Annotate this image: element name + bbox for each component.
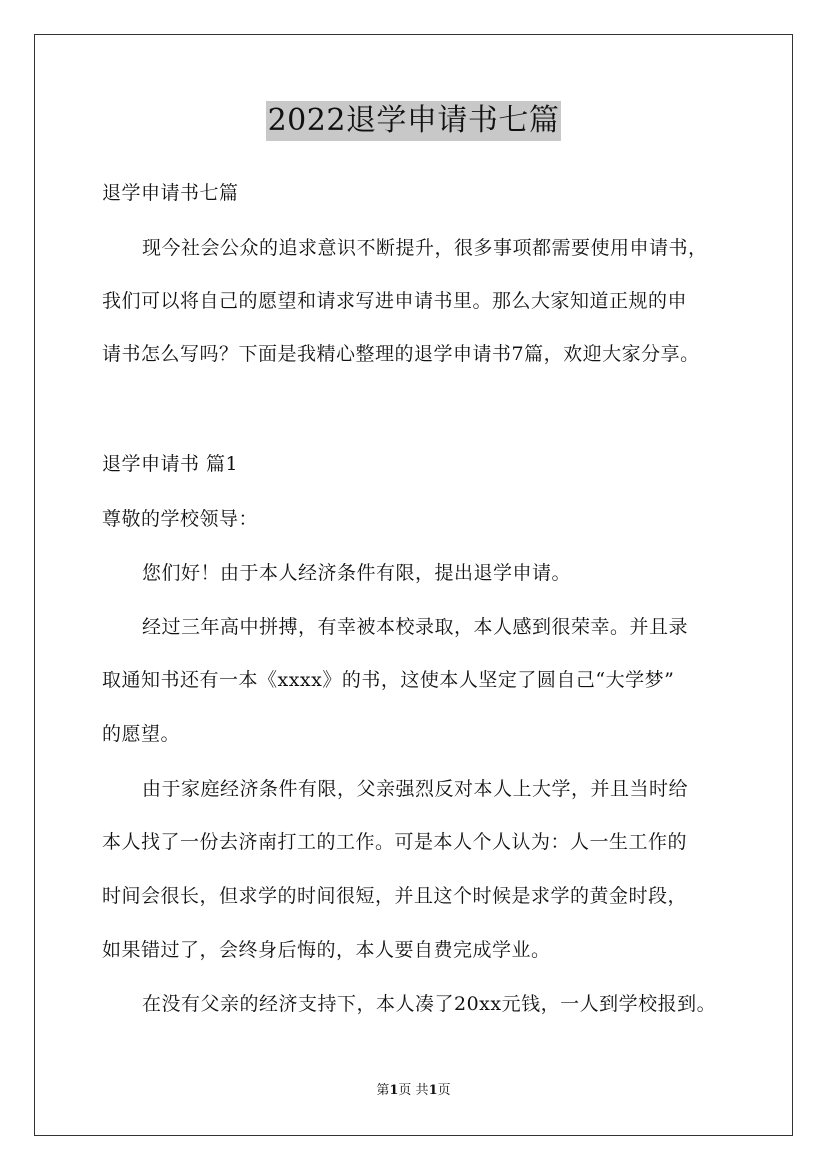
section-heading: 退学申请书 篇1 <box>102 453 239 475</box>
footer-page-mid: 页 共 <box>398 1083 429 1098</box>
intro-line-1: 现今社会公众的追求意识不断提升，很多事项都需要使用申请书， <box>142 237 708 259</box>
body-line-9: 在没有父亲的经济支持下，本人凑了20xx元钱，一人到学校报到。 <box>142 993 717 1015</box>
body-line-2: 经过三年高中拼搏，有幸被本校录取，本人感到很荣幸。并且录 <box>142 616 689 638</box>
page-footer <box>0 1082 827 1100</box>
body-line-3: 取通知书还有一本《xxxx》的书，这使本人坚定了圆自己“大学梦” <box>102 669 675 691</box>
footer-page-number: 1 <box>389 1083 399 1098</box>
body-line-8: 如果错过了，会终身后悔的，本人要自费完成学业。 <box>102 939 551 961</box>
body-line-1: 您们好！由于本人经济条件有限，提出退学申请。 <box>142 562 572 584</box>
body-line-5: 由于家庭经济条件有限，父亲强烈反对本人上大学，并且当时给 <box>142 778 689 800</box>
body-line-7: 时间会很长，但求学的时间很短，并且这个时候是求学的黄金时段， <box>102 885 688 907</box>
footer-page-total: 1 <box>428 1083 438 1098</box>
body-line-6: 本人找了一份去济南打工的工作。可是本人个人认为：人一生工作的 <box>102 831 688 853</box>
document-title: 2022退学申请书七篇 <box>266 101 562 141</box>
subtitle: 退学申请书七篇 <box>102 182 239 204</box>
intro-line-3: 请书怎么写吗？下面是我精心整理的退学申请书7篇，欢迎大家分享。 <box>102 343 700 365</box>
intro-line-2: 我们可以将自己的愿望和请求写进申请书里。那么大家知道正规的申 <box>102 290 688 312</box>
salutation: 尊敬的学校领导： <box>102 508 259 530</box>
title-container <box>0 101 827 141</box>
footer-page-prefix: 第 <box>376 1083 390 1098</box>
footer-page-suffix: 页 <box>437 1083 451 1098</box>
body-line-4: 的愿望。 <box>102 723 181 745</box>
